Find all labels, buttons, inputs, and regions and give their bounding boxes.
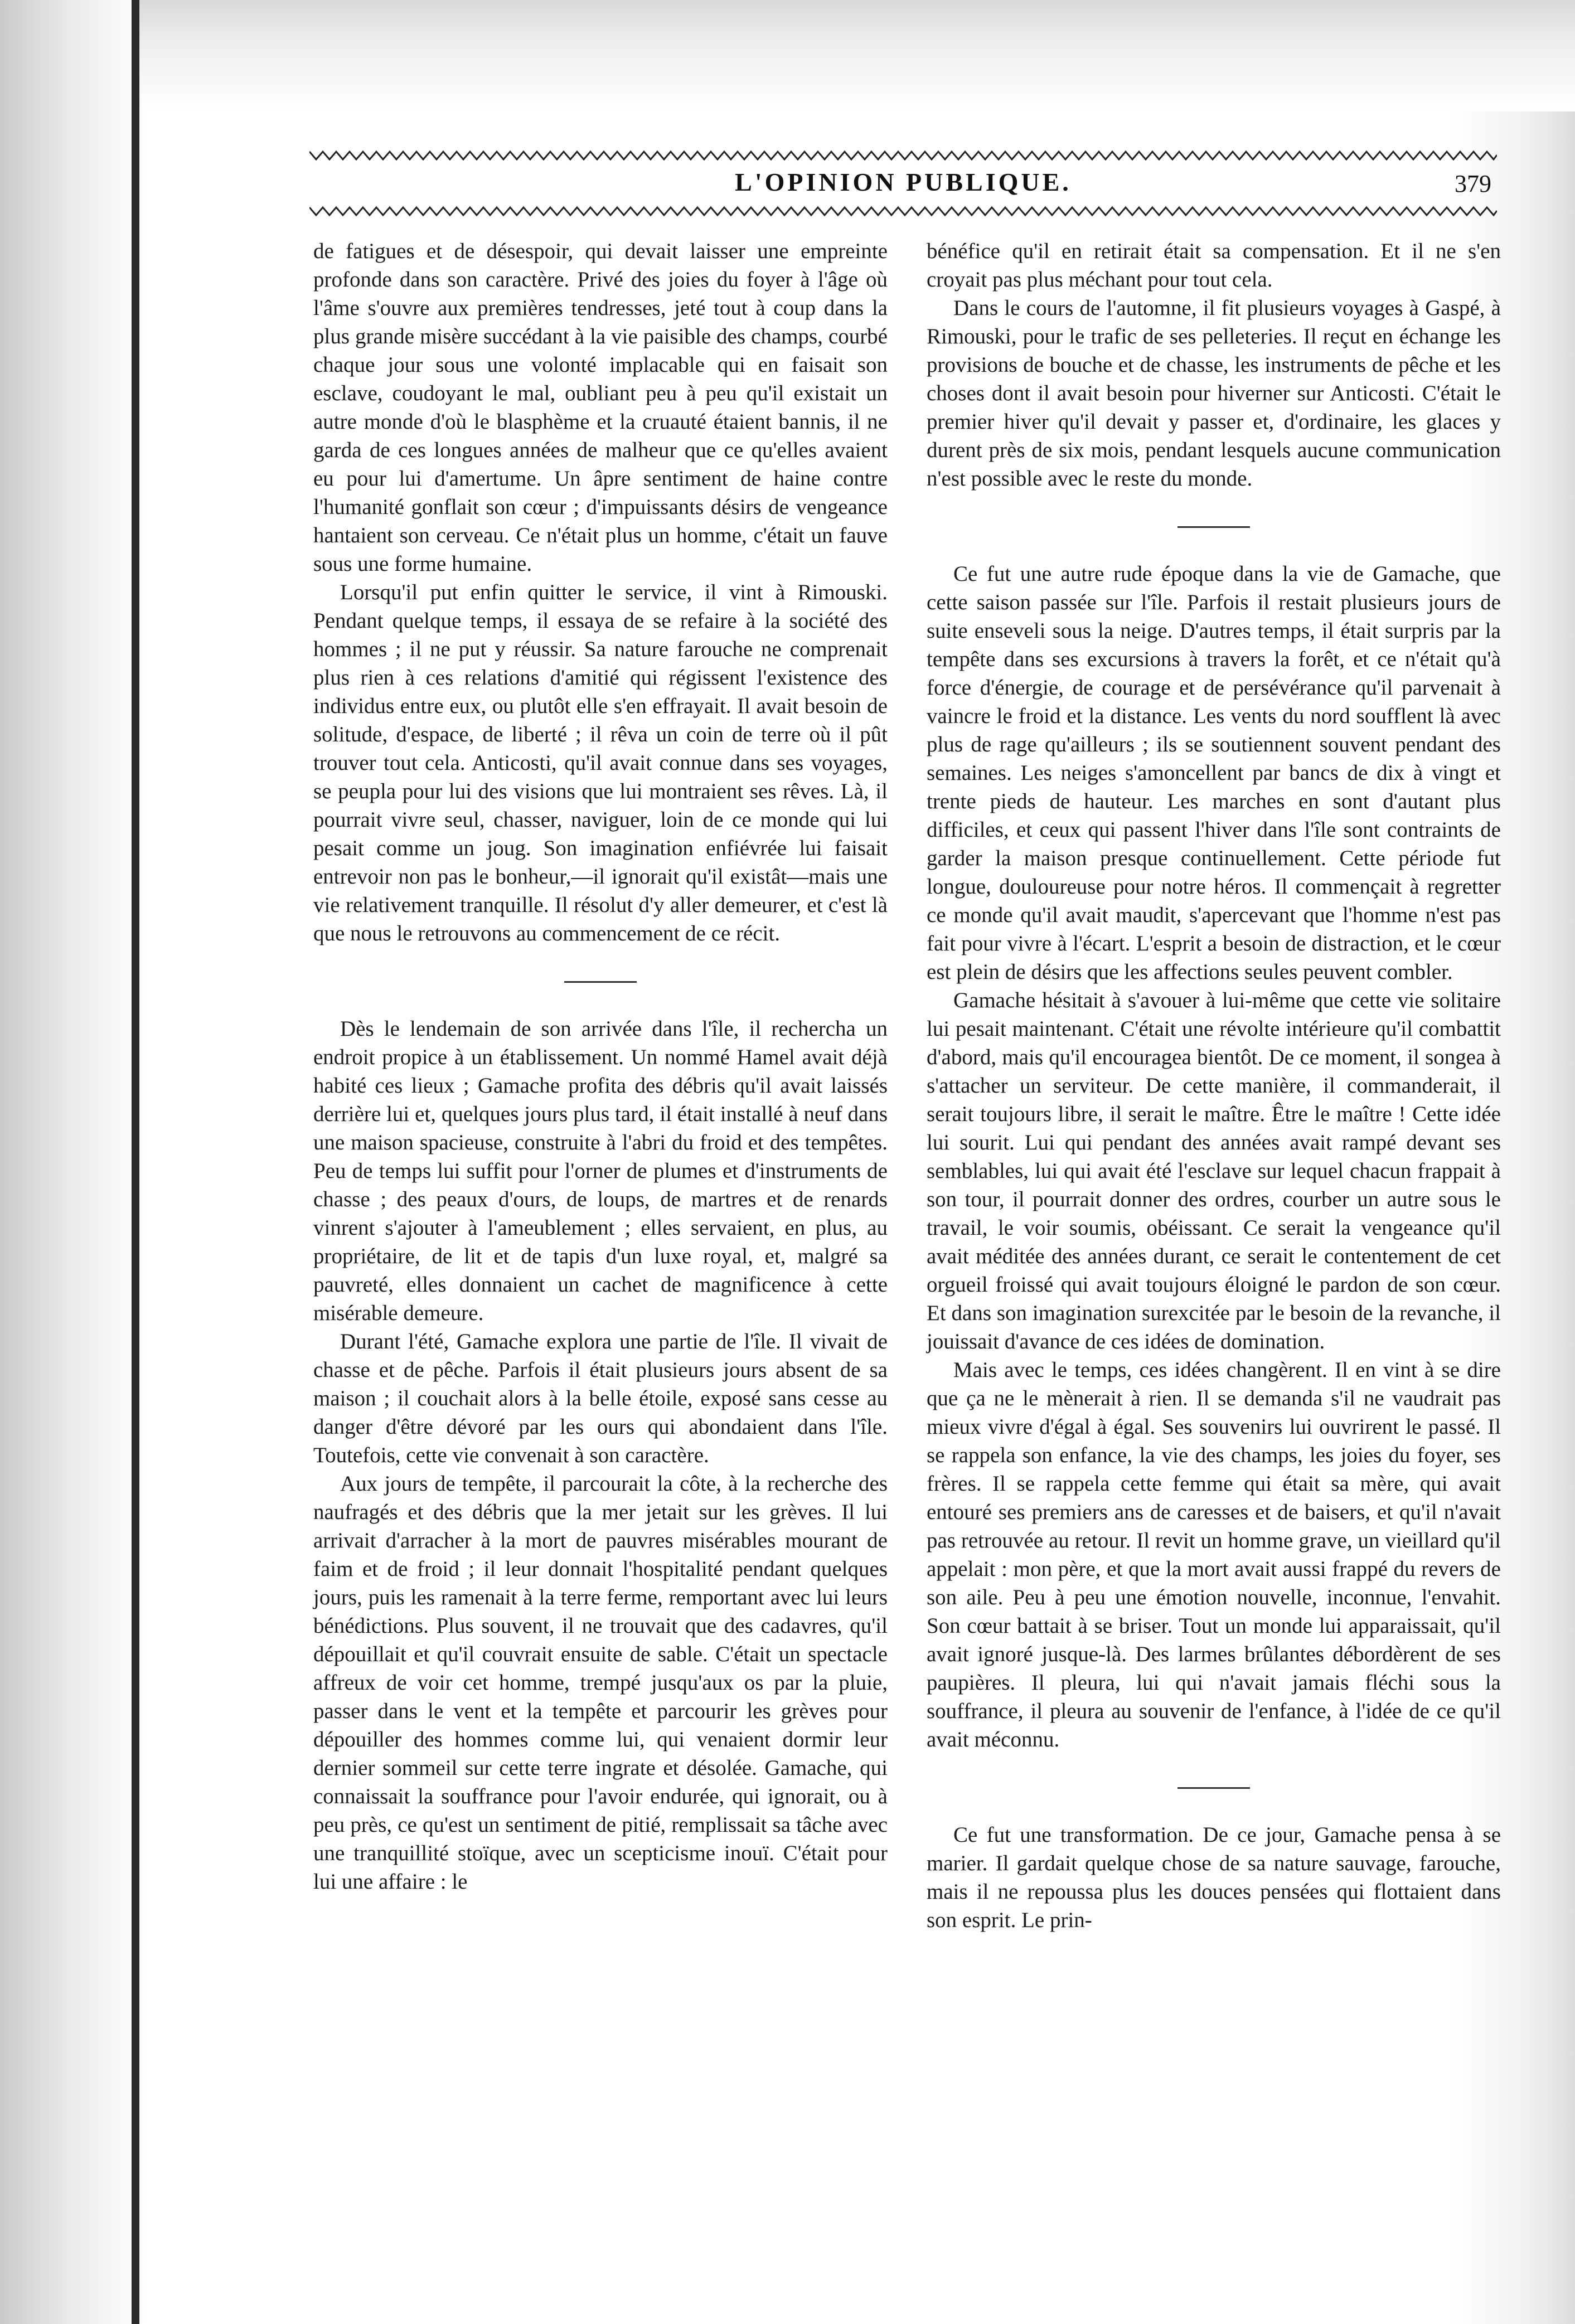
section-separator (927, 493, 1501, 560)
section-separator (313, 948, 888, 1015)
right-column (927, 237, 1501, 1934)
page-header (309, 167, 1497, 201)
paragraph: Dans le cours de l'automne, il fit plusieurs voyages à Gaspé, à Rimouski, pour le trafic de ses pelleteries. Il reçut en échange les provisions de bouche et de chasse, les instruments de pêche et les choses dont il avait besoin pour hiverner sur Anticosti. C'était le premier hiver qu'il devait y passer et, d'ordinaire, les glaces y durent près de six mois, pendant lesquels aucune communication n'est possible avec le reste du monde. (927, 296, 1501, 491)
header-bottom-rule (309, 205, 1497, 217)
section-separator (927, 1754, 1501, 1821)
paragraph: Mais avec le temps, ces idées changèrent. Il en vint à se dire que ça ne le mènerait à rien. Il se demanda s'il ne vaudrait pas mieux vivre d'égal à égal. Ses souvenirs lui ouvrirent le passé. Il se rappela son enfance, la vie des champs, les joies du foyer, ses frères. Il se rappela cette femme qui était sa mère, qui avait entouré ses premiers ans de caresses et de baisers, et qu'il n'avait pas retrouvée au retour. Il revit un homme grave, un vieillard qu'il appelait : mon père, et que la mort avait aussi frappé du revers de son aile. Peu à peu une émotion nouvelle, inconnue, l'envahit. Son cœur battait à se briser. Tout un monde lui apparaissait, qu'il avait ignoré jusque-là. Des larmes brûlantes débordèrent de ses paupières. Il pleura, lui qui n'avait jamais fléchi sous la souffrance, il pleura au souvenir de l'enfance, à l'idée de ce qu'il avait méconnu. (927, 1358, 1501, 1752)
page-top-shadow (139, 0, 1575, 111)
paragraph: de fatigues et de désespoir, qui devait laisser une empreinte profonde dans son caractère. Privé des joies du foyer à l'âge où l'âme s'ouvre aux premières tendresses, jeté tout à coup dans la plus grande misère succédant à la vie paisible des champs, courbé chaque jour sous une volonté implacable qui en faisait son esclave, coudoyant le mal, oubliant peu à peu qu'il existait un autre monde d'où le blasphème et la cruauté étaient bannis, il ne garda de ces longues années de malheur que ce qu'elles avaient eu pour lui d'amertume. Un âpre sentiment de haine contre l'humanité gonflait son cœur ; d'impuissants désirs de vengeance hantaient son cerveau. Ce n'était plus un homme, c'était un fauve sous une forme humaine. (313, 239, 888, 576)
paragraph: Durant l'été, Gamache explora une partie de l'île. Il vivait de chasse et de pêche. Parfois il était plusieurs jours absent de sa maison ; il couchait alors à la belle étoile, exposé sans cesse au danger d'être dévoré par les ours qui abondaient dans l'île. Toutefois, cette vie convenait à son caractère. (313, 1330, 888, 1467)
page-number: 379 (1455, 170, 1491, 197)
paragraph: Ce fut une autre rude époque dans la vie de Gamache, que cette saison passée sur l'île. Parfois il restait plusieurs jours de suite enseveli sous la neige. D'autres temps, il était surpris par la tempête dans ses excursions à travers la forêt, et ce n'était qu'à force d'énergie, de courage et de persévérance qu'il parvenait à vaincre le froid et la distance. Les vents du nord soufflent là avec plus de rage qu'ailleurs ; ils se soutiennent souvent pendant des semaines. Les neiges s'amoncellent par bancs de dix à vingt et trente pieds de hauteur. Les marches en sont d'autant plus difficiles, et ceux qui passent l'hiver dans l'île sont contraints de garder la maison presque continuellement. Cette période fut longue, douloureuse pour notre héros. Il commençait à regretter ce monde qu'il avait maudit, s'apercevant que l'homme n'est pas fait pour vivre à l'écart. L'esprit a besoin de distraction, et le cœur est plein de désirs que les affections seules peuvent combler. (927, 562, 1501, 984)
paragraph: Gamache hésitait à s'avouer à lui-même que cette vie solitaire lui pesait maintenant. C'était une révolte intérieure qu'il combattit d'abord, mais qu'il encouragea bientôt. De ce moment, il songea à s'attacher un serviteur. De cette manière, il commanderait, il serait toujours libre, il serait le maître. Être le maître ! Cette idée lui sourit. Lui qui pendant des années avait rampé devant ses semblables, lui qui avait été l'esclave sur lequel chacun frappait à son tour, il pourrait donner des ordres, courber un autre sous le travail, le voir soumis, obéissant. Ce serait la vengeance qu'il avait méditée des années durant, ce serait le contentement de cet orgueil froissé qui avait toujours éloigné le pardon de son cœur. Et dans son imagination surexcitée par le besoin de la revanche, il jouissait d'avance de ces idées de domination. (927, 988, 1501, 1353)
header-top-rule (309, 149, 1497, 162)
paragraph: Ce fut une transformation. De ce jour, Gamache pensa à se marier. Il gardait quelque chose de sa nature sauvage, farouche, mais il ne repoussa plus les douces pensées qui flottaient dans son esprit. Le prin- (927, 1823, 1501, 1932)
page-binding-edge (132, 0, 139, 2324)
paragraph: Aux jours de tempête, il parcourait la côte, à la recherche des naufragés et des débris que la mer jetait sur les grèves. Il lui arrivait d'arracher à la mort de pauvres misérables mourant de faim et de froid ; il leur donnait l'hospitalité pendant quelques jours, puis les ramenait à la terre ferme, remportant avec lui leurs bénédictions. Plus souvent, il ne trouvait que des cadavres, qu'il dépouillait et qu'il couvrait ensuite de sable. C'était un spectacle affreux de voir cet homme, trempé jusqu'aux os par la pluie, passer dans le vent et la tempête et parcourir les grèves pour dépouiller des hommes comme lui, qui venaient dormir leur dernier sommeil sur cette terre ingrate et désolée. Gamache, qui connaissait la souffrance pour l'avoir endurée, qui ignorait, ou à peu près, ce qu'est un sentiment de pitié, remplissait sa tâche avec une tranquillité stoïque, avec un scepticisme inouï. C'était pour lui une affaire : le (313, 1472, 888, 1894)
left-column (313, 237, 888, 1896)
journal-title: L'OPINION PUBLIQUE. (735, 168, 1072, 196)
paragraph: bénéfice qu'il en retirait était sa compensation. Et il ne s'en croyait pas plus méchant pour tout cela. (927, 239, 1501, 292)
paragraph: Dès le lendemain de son arrivée dans l'île, il rechercha un endroit propice à un établissement. Un nommé Hamel avait déjà habité ces lieux ; Gamache profita des débris qu'il avait laissés derrière lui et, quelques jours plus tard, il était installé à neuf dans une maison spacieuse, construite à l'abri du froid et des tempêtes. Peu de temps lui suffit pour l'orner de plumes et d'instruments de chasse ; des peaux d'ours, de loups, de martres et de renards vinrent s'ajouter à l'ameublement ; elles servaient, en plus, au propriétaire, de lit et de tapis d'un luxe royal, et, malgré sa pauvreté, elles donnaient un cachet de magnificence à cette misérable demeure. (313, 1017, 888, 1325)
paragraph: Lorsqu'il put enfin quitter le service, il vint à Rimouski. Pendant quelque temps, il essaya de se refaire à la société des hommes ; il ne put y réussir. Sa nature farouche ne comprenait plus rien à ces relations d'amitié qui régissent l'existence des individus entre eux, ou plutôt elle s'en effrayait. Il avait besoin de solitude, d'espace, de liberté ; il rêva un coin de terre où il pût trouver tout cela. Anticosti, qu'il avait connue dans ses voyages, se peupla pour lui des visions que lui montraient ses rêves. Là, il pourrait vivre seul, chasser, naviguer, loin de ce monde qui lui pesait comme un joug. Son imagination enfiévrée lui faisait entrevoir non pas le bonheur,—il ignorait qu'il existât—mais une vie relativement tranquille. Il résolut d'y aller demeurer, et c'est là que nous le retrouvons au commencement de ce récit. (313, 580, 888, 945)
